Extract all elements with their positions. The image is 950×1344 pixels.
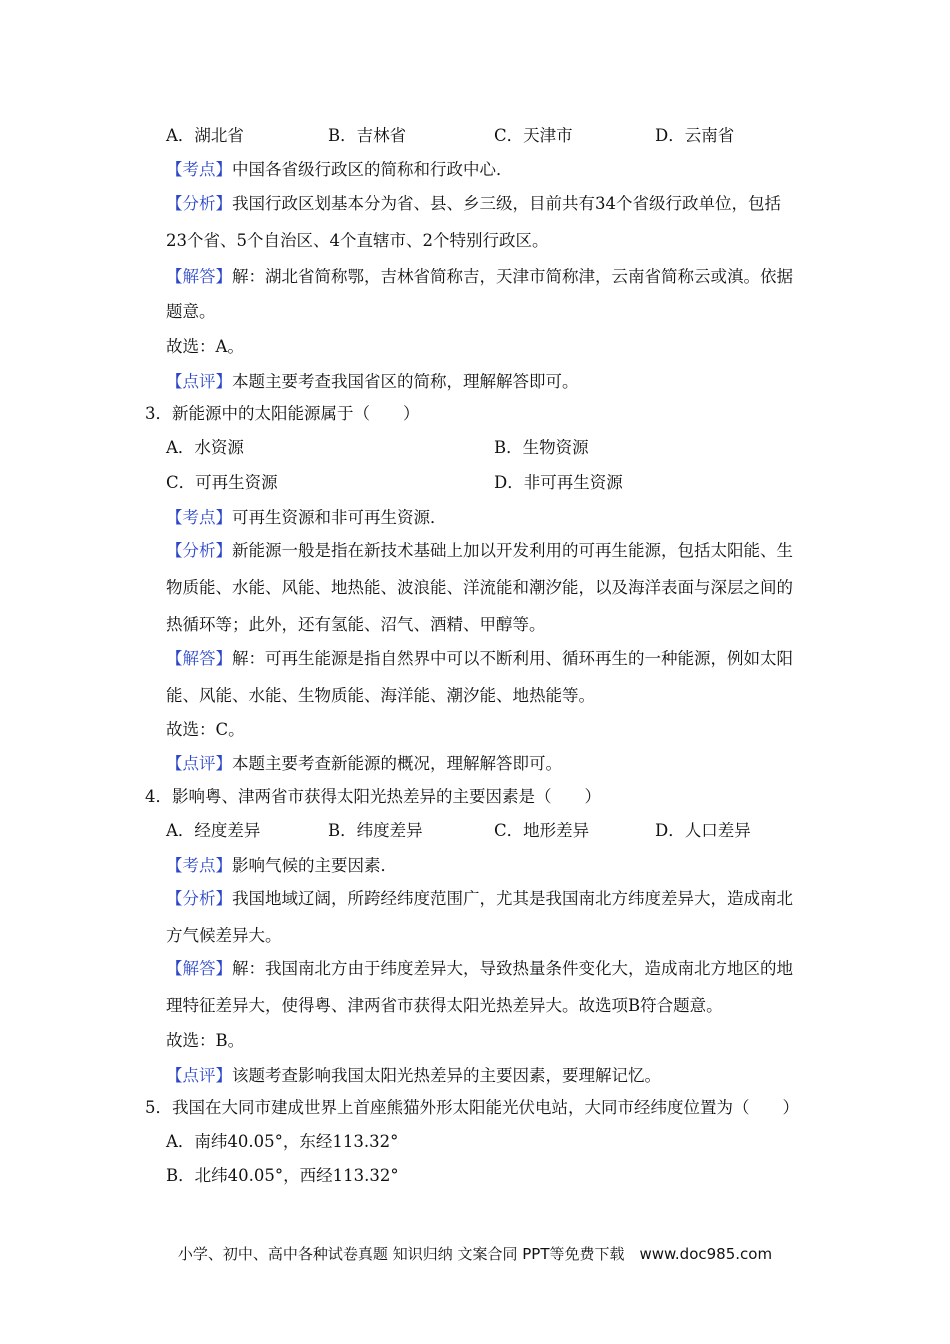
- fenxi-tag: 【分析】: [166, 541, 232, 560]
- q2-dianping-text: 本题主要考查我国省区的简称，理解解答即可。: [232, 372, 579, 391]
- q3-option-a: A．水资源: [166, 438, 244, 457]
- q4-fenxi-text-2: 方气候差异大。: [166, 926, 282, 945]
- q3-dianping: [166, 753, 562, 775]
- jieda-tag: 【解答】: [166, 649, 232, 668]
- q2-jieda-text-1: 解：湖北省简称鄂，吉林省简称吉，天津市简称津，云南省简称云或滇。依据: [232, 267, 793, 286]
- q3-guxuan: 故选：C。: [166, 720, 245, 739]
- q4-fenxi-text-1: 我国地域辽阔，所跨经纬度范围广，尤其是我国南北方纬度差异大，造成南北: [232, 889, 793, 908]
- q4-dianping-text: 该题考查影响我国太阳光热差异的主要因素，要理解记忆。: [232, 1066, 661, 1085]
- q3-option-c: C．可再生资源: [166, 473, 278, 492]
- q2-fenxi-text-2: 23个省、5个自治区、4个直辖市、2个特别行政区。: [166, 231, 549, 250]
- q3-stem: 3．新能源中的太阳能源属于（ ）: [145, 404, 420, 423]
- q4-jieda-text-1: 解：我国南北方由于纬度差异大，导致热量条件变化大，造成南北方地区的地: [232, 959, 793, 978]
- q4-guxuan: 故选：B。: [166, 1031, 245, 1050]
- q3-option-b: B．生物资源: [494, 438, 589, 457]
- q3-kaodian: [166, 507, 447, 529]
- q3-fenxi-text-3: 热循环等；此外，还有氢能、沼气、酒精、甲醇等。: [166, 615, 546, 634]
- q3-option-d: D．非可再生资源: [494, 473, 623, 492]
- q2-option-c: C．天津市: [494, 126, 573, 145]
- q2-jieda: [166, 266, 793, 288]
- fenxi-tag: 【分析】: [166, 194, 232, 213]
- q4-jieda-text-2: 理特征差异大，使得粤、津两省市获得太阳光热差异大。故选项B符合题意。: [166, 996, 723, 1015]
- q4-kaodian-text: 影响气候的主要因素．: [232, 856, 397, 875]
- q2-option-d: D．云南省: [655, 126, 735, 145]
- q4-jieda: [166, 958, 793, 980]
- q2-option-a: A．湖北省: [166, 126, 244, 145]
- kaodian-tag: 【考点】: [166, 508, 232, 527]
- q4-kaodian: [166, 855, 397, 877]
- jieda-tag: 【解答】: [166, 959, 232, 978]
- q3-jieda: [166, 648, 793, 670]
- q3-fenxi-text-2: 物质能、水能、风能、地热能、波浪能、洋流能和潮汐能，以及海洋表面与深层之间的: [166, 578, 793, 597]
- q5-option-a: A．南纬40.05°，东经113.32°: [166, 1132, 399, 1151]
- q3-jieda-text-2: 能、风能、水能、生物质能、海洋能、潮汐能、地热能等。: [166, 686, 595, 705]
- q2-fenxi: [166, 193, 781, 215]
- fenxi-tag: 【分析】: [166, 889, 232, 908]
- q4-option-a: A．经度差异: [166, 821, 261, 840]
- q2-dianping: [166, 371, 579, 393]
- q2-guxuan: 故选：A。: [166, 337, 244, 356]
- q4-option-b: B．纬度差异: [328, 821, 423, 840]
- kaodian-tag: 【考点】: [166, 856, 232, 875]
- dianping-tag: 【点评】: [166, 1066, 232, 1085]
- q2-jieda-text-2: 题意。: [166, 302, 216, 321]
- q4-option-d: D．人口差异: [655, 821, 751, 840]
- q4-option-c: C．地形差异: [494, 821, 590, 840]
- q3-fenxi: [166, 540, 793, 562]
- q5-stem: 5．我国在大同市建成世界上首座熊猫外形太阳能光伏电站，大同市经纬度位置为（ ）: [145, 1098, 799, 1117]
- q2-kaodian-text: 中国各省级行政区的简称和行政中心．: [232, 160, 513, 179]
- dianping-tag: 【点评】: [166, 754, 232, 773]
- q2-fenxi-text-1: 我国行政区划基本分为省、县、乡三级，目前共有34个省级行政单位，包括: [232, 194, 781, 213]
- kaodian-tag: 【考点】: [166, 160, 232, 179]
- jieda-tag: 【解答】: [166, 267, 232, 286]
- q3-kaodian-text: 可再生资源和非可再生资源．: [232, 508, 447, 527]
- q3-dianping-text: 本题主要考查新能源的概况，理解解答即可。: [232, 754, 562, 773]
- page-footer: 小学、初中、高中各种试卷真题 知识归纳 文案合同 PPT等免费下载 www.doc985.com: [177, 1245, 773, 1263]
- q2-option-b: B．吉林省: [328, 126, 407, 145]
- q3-jieda-text-1: 解：可再生能源是指自然界中可以不断利用、循环再生的一种能源，例如太阳: [232, 649, 793, 668]
- q5-option-b: B．北纬40.05°，西经113.32°: [166, 1166, 399, 1185]
- q3-fenxi-text-1: 新能源一般是指在新技术基础上加以开发利用的可再生能源，包括太阳能、生: [232, 541, 793, 560]
- dianping-tag: 【点评】: [166, 372, 232, 391]
- q4-fenxi: [166, 888, 793, 910]
- q4-stem: 4．影响粤、津两省市获得太阳光热差异的主要因素是（ ）: [145, 787, 601, 806]
- q2-kaodian: [166, 159, 513, 181]
- q4-dianping: [166, 1065, 661, 1087]
